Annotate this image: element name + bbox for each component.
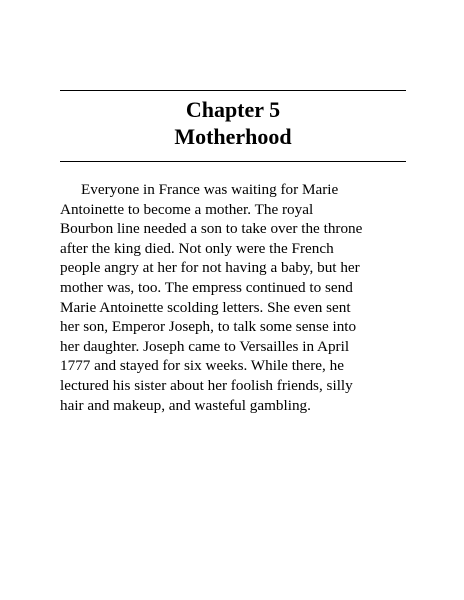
paragraph-line: her daughter. Joseph came to Versailles in April [60, 337, 350, 355]
paragraph-line: lectured his sister about her foolish friends, silly [60, 376, 353, 394]
paragraph-line: her son, Emperor Joseph, to talk some sense into [60, 318, 357, 336]
chapter-title: Motherhood [174, 124, 292, 149]
paragraph-line: Antoinette to become a mother. The royal [60, 200, 314, 218]
paragraph-line: 1777 and stayed for six weeks. While there, he [60, 357, 344, 375]
bottom-rule [60, 161, 406, 162]
paragraph-line: after the king died. Not only were the French [60, 239, 334, 257]
paragraph-line: Bourbon line needed a son to take over the throne [60, 220, 363, 238]
body-paragraph [60, 180, 410, 415]
paragraph-line: people angry at her for not having a baby, but her [60, 259, 360, 277]
top-rule [60, 90, 406, 91]
chapter-number: Chapter 5 [185, 97, 281, 122]
paragraph-line: hair and makeup, and wasteful gambling. [60, 396, 311, 414]
paragraph-line: Marie Antoinette scolding letters. She even sent [60, 298, 351, 316]
paragraph-line: Everyone in France was waiting for Marie [81, 181, 339, 198]
chapter-heading [60, 96, 406, 150]
paragraph-line: mother was, too. The empress continued to send [60, 278, 353, 296]
